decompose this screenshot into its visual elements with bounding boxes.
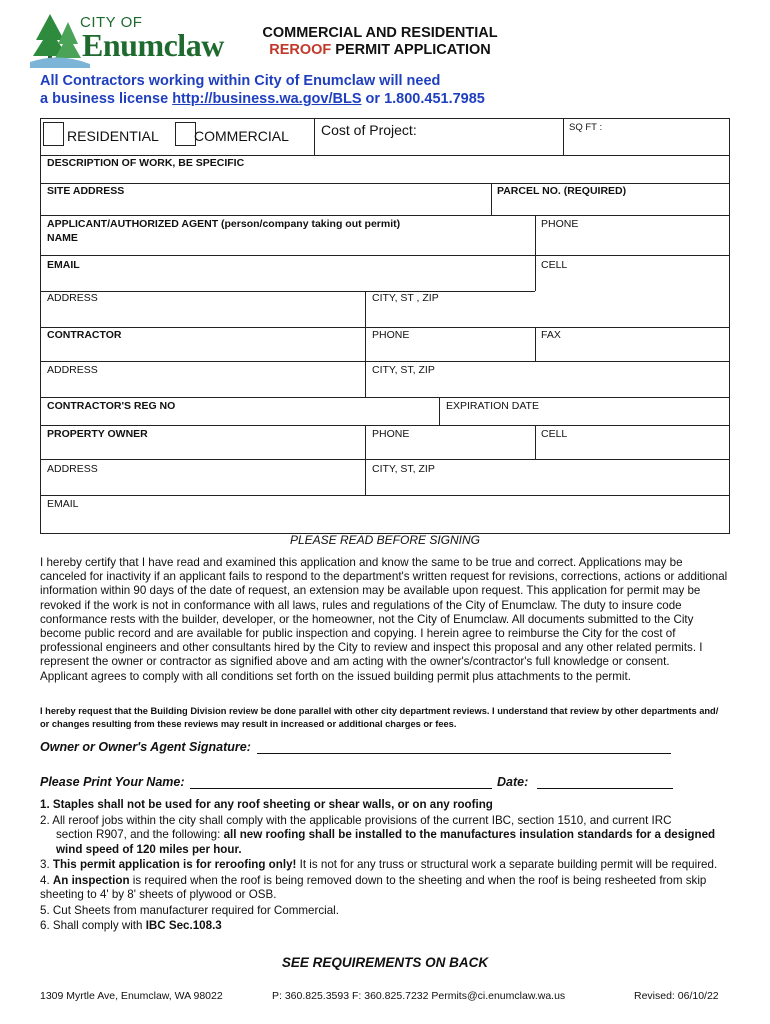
bls-link[interactable]: http://business.wa.gov/BLS <box>172 91 362 107</box>
commercial-label: COMMERCIAL <box>194 128 289 144</box>
notice-post: or 1.800.451.7985 <box>361 91 485 107</box>
footer-address: 1309 Myrtle Ave, Enumclaw, WA 98022 <box>40 990 223 1002</box>
cost-label: Cost of Project: <box>321 122 417 138</box>
parallel-review-text: I hereby request that the Building Division review be done parallel with other city department reviews. I understand that review by other departments and/ or changes resulting from these reviews may result in increased or additional charges or fees. <box>40 706 719 729</box>
sqft-label: SQ FT : <box>569 122 603 133</box>
footer-contact: P: 360.825.3593 F: 360.825.7232 Permits@ci.enumclaw.wa.us <box>272 990 566 1002</box>
date-line[interactable] <box>537 788 673 789</box>
print-name-label: Please Print Your Name: <box>40 775 185 789</box>
rule-1: 1. Staples shall not be used for any roof sheeting or shear walls, or on any roofing <box>40 798 493 811</box>
applicant-cell-label: CELL <box>541 259 568 271</box>
rule-6-b: IBC Sec.108.3 <box>145 919 222 932</box>
applicant-city-label: CITY, ST , ZIP <box>372 292 439 304</box>
owner-address-label: ADDRESS <box>47 463 98 475</box>
rule-3-bold: This permit application is for reroofing only! <box>52 858 297 871</box>
rule-2-b: section R907, and the following: <box>56 828 224 841</box>
rule-2-a: 2. All reroof jobs within the city shall comply with the applicable provisions of the current IBC, section 1510, and current IRC <box>40 813 672 827</box>
applicant-address-label: ADDRESS <box>47 292 98 304</box>
applicant-label: APPLICANT/AUTHORIZED AGENT (person/company taking out permit) <box>47 218 401 230</box>
certify-paragraph: I hereby certify that I have read and examined this application and know the same to be true and correct. Applications may be canceled for inactivity if an applicant fails to respond to the department's written request for revisions, corrections, actions or additional information within 90 days of the date of request, an extension may be available upon request. This application for permit may be revoked if the work is not in conformance with all laws, rules and regulations of the City of Enumclaw. The duty to insure code conformance rests with the builder, developer, or the homeowner, not the City of Enumclaw. All documents submitted to the City become public record and are available for public inspection and copying. I herein agree to reimburse the City for the cost of professional engineers and other consultants hired by the City to review and inspect this proposal and any other related permits. I represent the owner or contractor as signified above and am acting with the owner's/contractor's full knowledge or consent. <box>40 556 728 669</box>
certification-text <box>40 556 730 684</box>
rule-5: 5. Cut Sheets from manufacturer required for Commercial. <box>40 903 339 917</box>
rule-3-rest: It is not for any truss or structural work a separate building permit will be required. <box>296 858 718 871</box>
rule-4-num: 4. <box>40 873 53 887</box>
commercial-checkbox[interactable] <box>175 122 196 146</box>
form-title-line1: COMMERCIAL AND RESIDENTIAL <box>262 25 498 41</box>
rule-3-num: 3. <box>40 858 53 871</box>
description-label: DESCRIPTION OF WORK, BE SPECIFIC <box>47 157 245 169</box>
agree-paragraph: Applicant agrees to comply with all conditions set forth on the issued building permit plus attachments to the permit. <box>40 669 631 683</box>
footer-revised: Revised: 06/10/22 <box>634 990 719 1002</box>
see-requirements-back: SEE REQUIREMENTS ON BACK <box>281 955 489 970</box>
contractor-label: CONTRACTOR <box>47 329 122 341</box>
form-title-line2 <box>250 42 510 58</box>
rule-3 <box>40 858 730 873</box>
notice-pre: a business license <box>40 91 173 107</box>
rule-4-bold: An inspection <box>52 873 130 887</box>
title-reroof: REROOF <box>269 42 332 58</box>
owner-email-label: EMAIL <box>47 498 79 510</box>
signature-line[interactable] <box>257 753 671 754</box>
contractor-city-label: CITY, ST, ZIP <box>372 364 435 376</box>
logo-city-of: CITY OF <box>80 14 143 31</box>
date-label: Date: <box>497 775 529 789</box>
city-logo <box>30 12 224 70</box>
contractor-fax-label: FAX <box>541 329 561 341</box>
rule-6-a: 6. Shall comply with <box>40 919 146 932</box>
rule-2 <box>40 814 730 858</box>
rule-4 <box>40 874 730 903</box>
applicant-email-label: EMAIL <box>47 259 80 271</box>
owner-cell-label: CELL <box>541 428 568 440</box>
logo-name: Enumclaw <box>82 27 224 63</box>
signature-label: Owner or Owner's Agent Signature: <box>40 740 251 754</box>
reg-no-label: CONTRACTOR'S REG NO <box>47 400 176 412</box>
contractor-address-label: ADDRESS <box>47 364 98 376</box>
rule-2-c: all new roofing shall be installed to the manufactures insulation standards for a designed wind speed of 120 miles per hour. <box>56 828 716 856</box>
expiration-label: EXPIRATION DATE <box>446 400 539 412</box>
title-rest: PERMIT APPLICATION <box>331 42 491 58</box>
site-address-label: SITE ADDRESS <box>47 185 125 197</box>
notice-line1: All Contractors working within City of Enumclaw will need <box>40 73 441 89</box>
rule-6 <box>40 919 730 934</box>
permit-form <box>40 118 730 534</box>
notice-line2 <box>40 90 485 108</box>
requirements-list <box>40 798 730 935</box>
contractor-notice <box>40 72 485 108</box>
applicant-name-label: NAME <box>47 232 78 244</box>
owner-city-label: CITY, ST, ZIP <box>372 463 435 475</box>
residential-checkbox[interactable] <box>43 122 64 146</box>
rule-4-rest: is required when the roof is being removed down to the sheeting and when the roof is being resheeted from skip sheeting to 4' by 8' sheets of plywood or OSB. <box>40 873 707 901</box>
read-before-signing: PLEASE READ BEFORE SIGNING <box>289 533 481 547</box>
residential-label: RESIDENTIAL <box>67 128 159 144</box>
print-name-line[interactable] <box>190 788 492 789</box>
owner-label: PROPERTY OWNER <box>47 428 148 440</box>
contractor-phone-label: PHONE <box>372 329 410 341</box>
owner-phone-label: PHONE <box>372 428 410 440</box>
applicant-phone-label: PHONE <box>541 218 579 230</box>
parcel-label: PARCEL NO. (REQUIRED) <box>497 185 627 197</box>
